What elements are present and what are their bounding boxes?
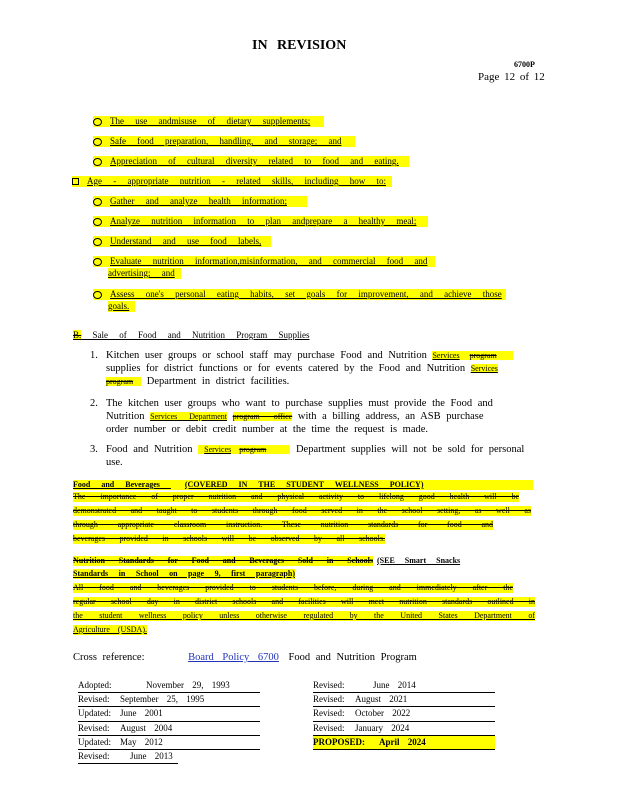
history-row: Updated: May 2012	[78, 736, 260, 750]
doc-title: IN REVISION	[252, 38, 347, 53]
circle-bullet-icon	[93, 198, 102, 206]
history-row: Revised: September 25, 1995	[78, 693, 260, 707]
numbered-item-3: Food and Nutrition Services program Department supplies will not be sold for personal use.	[106, 444, 525, 468]
circle-bullet-icon	[93, 291, 102, 299]
list-item: Gather and analyze health information;	[93, 196, 307, 207]
list-item: Assess one's personal eating habits, set goals for improvement, and achieve those	[93, 289, 506, 300]
paragraph-line: regular school day in district schools and facilities will meet nutrition standards outlined in	[73, 597, 535, 606]
paragraph-line: beverages provided in schools will be observed by all schools.	[73, 534, 385, 543]
numbered-item-2: The kitchen user groups who want to purchase supplies must provide the Food and Nutrition Services Department program office with a billing address, an ASB purchase order number or debit credit number at the time the request is made.	[106, 398, 493, 435]
circle-bullet-icon	[93, 138, 102, 146]
paragraph-line: through appropriate classroom instruction. These nutrition standards for food and	[73, 520, 493, 529]
circle-bullet-icon	[93, 238, 102, 246]
circle-bullet-icon	[93, 258, 102, 266]
list-item: Appreciation of cultural diversity related to food and eating.	[93, 156, 409, 167]
list-item: Evaluate nutrition information,misinformation, and commercial food and	[93, 256, 435, 267]
paragraph-line: The importance of proper nutrition and physical activity to lifelong good health will be	[73, 492, 519, 501]
circle-bullet-icon	[93, 118, 102, 126]
list-item: Understand and use food labels,	[93, 236, 271, 247]
history-row: Revised: October 2022	[313, 707, 495, 721]
numbered-item-1: Kitchen user groups or school staff may purchase Food and Nutrition Services program supplies for district functions or for events catered by the Food and Nutrition Services program Department in district facilities.	[106, 349, 536, 388]
list-item: Safe food preparation, handling, and storage; and	[93, 136, 355, 147]
list-number: 1.	[90, 350, 98, 361]
cross-reference-title: Food and Nutrition Program	[288, 652, 417, 663]
list-item: The use andmisuse of dietary supplements;	[93, 116, 324, 127]
nutrition-standards-heading: Nutrition Standards for Food and Beverages Sold in Schools (SEE Smart Snacks	[73, 556, 461, 565]
cross-reference	[73, 651, 417, 664]
paragraph-line: All food and beverages provided to students before, during and immediately after the	[73, 583, 513, 592]
paragraph-line: the student wellness policy unless otherwise regulated by the United States Department of	[73, 611, 535, 620]
history-row: Revised: June 2014	[313, 679, 495, 693]
list-number: 2.	[90, 398, 98, 409]
circle-bullet-icon	[93, 218, 102, 226]
food-beverages-heading: Food and Beverages (COVERED IN THE STUDENT WELLNESS POLICY)	[73, 480, 533, 490]
page-number: Page 12 of 12	[478, 71, 545, 83]
cross-reference-label: Cross reference:	[73, 652, 145, 663]
list-item-continuation: advertising; and	[108, 268, 181, 279]
history-row: Revised: August 2021	[313, 693, 495, 707]
list-item-continuation: goals.	[108, 301, 135, 312]
history-left	[78, 679, 260, 764]
board-policy-link[interactable]: Board Policy 6700	[188, 652, 279, 663]
history-row: Revised: August 2004	[78, 722, 260, 736]
history-row: Updated: June 2001	[78, 707, 260, 721]
square-bullet-icon	[72, 178, 79, 185]
paragraph-line: demonstrated and taught to students through food served in the school setting, as well as	[73, 506, 531, 515]
section-heading: B. Sale of Food and Nutrition Program Supplies	[73, 330, 310, 340]
paragraph-line: Standards in School on page 9, first paragraph)	[73, 569, 295, 578]
list-item: Analyze nutrition information to plan andprepare a healthy meal;	[93, 216, 428, 227]
circle-bullet-icon	[93, 158, 102, 166]
paragraph-line: Agriculture (USDA).	[73, 625, 147, 634]
history-right	[313, 679, 495, 750]
policy-code: 6700P	[514, 60, 535, 69]
history-row: Revised: June 2013	[78, 750, 178, 764]
list-item: Age - appropriate nutrition - related skills, including how to:	[72, 176, 392, 187]
history-row: Adopted: November 29, 1993	[78, 679, 260, 693]
proposed-row: PROPOSED: April 2024	[313, 736, 495, 750]
history-row: Revised: January 2024	[313, 722, 495, 736]
list-number: 3.	[90, 444, 98, 455]
